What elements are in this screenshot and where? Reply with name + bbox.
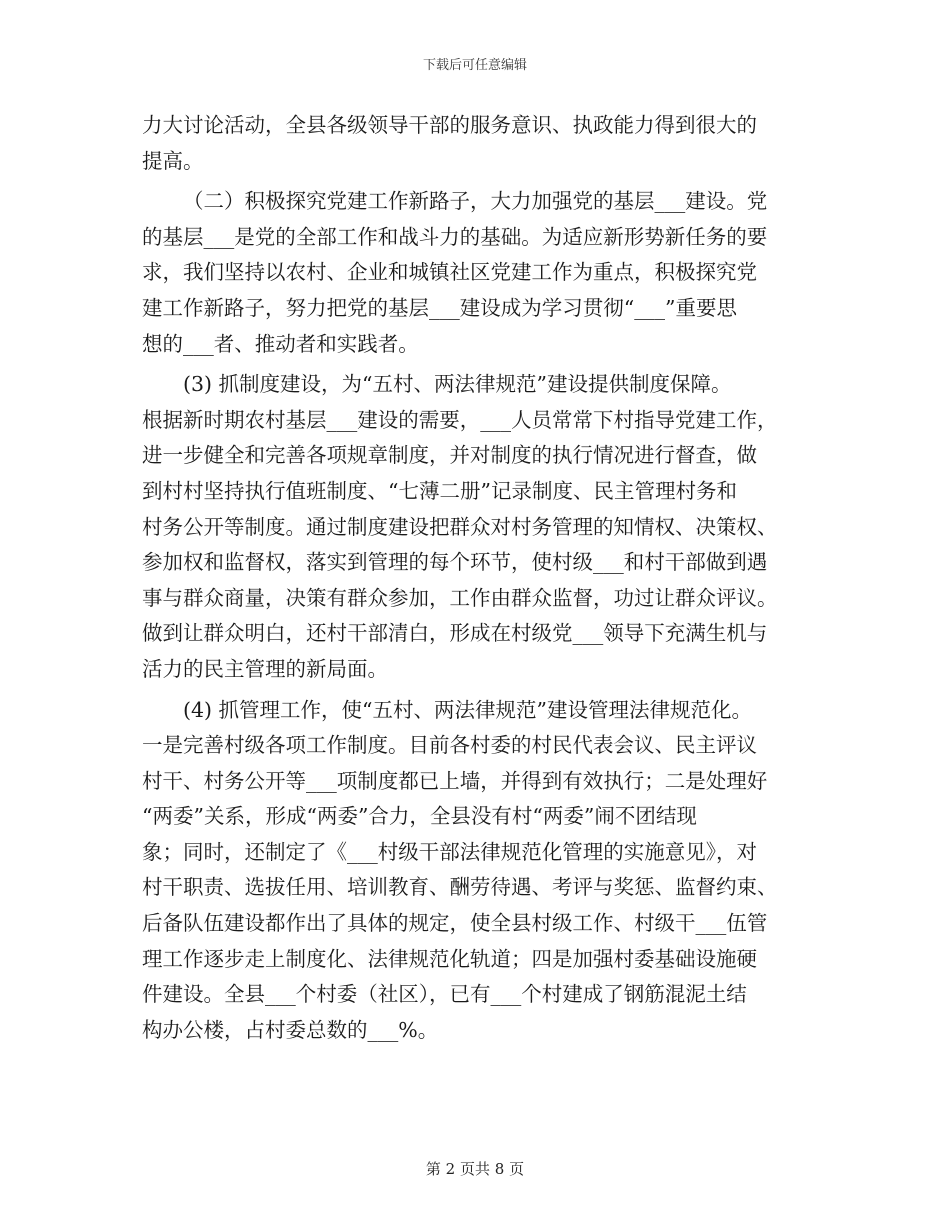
text-line: 求，我们坚持以农村、企业和城镇社区党建工作为重点，积极探究党 xyxy=(142,260,757,285)
page-header: 下载后可任意编辑 xyxy=(422,58,527,73)
text-line: 到村村坚持执行值班制度、“七薄二册”记录制度、民主管理村务和 xyxy=(142,478,737,503)
paragraph xyxy=(142,367,822,687)
text-line: 后备队伍建设都作出了具体的规定，使全县村级工作、村级干___伍管 xyxy=(142,911,768,936)
text-line: （二）积极探究党建工作新路子，大力加强党的基层___建设。党 xyxy=(183,189,768,214)
page-number: 第 2 页共 8 页 xyxy=(425,1160,525,1178)
text-line: 做到让群众明白，还村干部清白，形成在村级党___领导下充满生机与 xyxy=(142,621,768,646)
text-line: 构办公楼，占村委总数的___%。 xyxy=(142,1017,439,1042)
text-line: 的基层___是党的全部工作和战斗力的基础。为适应新形势新任务的要 xyxy=(142,224,768,249)
text-line: 一是完善村级各项工作制度。目前各村委的村民代表会议、民主评议 xyxy=(142,733,757,758)
text-line: (4) 抓管理工作，使“五村、两法律规范”建设管理法律规范化。 xyxy=(183,697,753,722)
text-line: 村务公开等制度。通过制度建设把群众对村务管理的知情权、决策权、 xyxy=(142,514,778,539)
text-line: 想的___者、推动者和实践者。 xyxy=(142,331,419,356)
text-line: 参加权和监督权，落实到管理的每个环节，使村级___和村干部做到遇 xyxy=(142,550,768,575)
text-line: 提高。 xyxy=(142,148,204,173)
paragraph xyxy=(142,108,822,179)
text-line: 力大讨论活动，全县各级领导干部的服务意识、执政能力得到很大的 xyxy=(142,113,757,137)
text-line: 建工作新路子，努力把党的基层___建设成为学习贯彻“___”重要思 xyxy=(142,295,737,320)
text-line: 件建设。全县___个村委（社区），已有___个村建成了钢筋混泥土结 xyxy=(142,982,747,1007)
body-text xyxy=(142,108,822,1048)
text-line: 村干、村务公开等___项制度都已上墙，并得到有效执行；二是处理好 xyxy=(142,768,768,793)
text-line: 进一步健全和完善各项规章制度，并对制度的执行情况进行督查，做 xyxy=(142,443,757,468)
text-line: 事与群众商量，决策有群众参加，工作由群众监督，功过让群众评议。 xyxy=(142,585,778,610)
text-line: “两委”关系，形成“两委”合力，全县没有村“两委”闹不团结现 xyxy=(142,804,697,829)
text-line: 村干职责、选拔任用、培训教育、酬劳待遇、考评与奖惩、监督约束、 xyxy=(142,875,778,900)
text-line: 象；同时，还制定了《___村级干部法律规范化管理的实施意见》，对 xyxy=(142,839,757,864)
text-line: 根据新时期农村基层___建设的需要，___人员常常下村指导党建工作， xyxy=(142,407,778,432)
paragraph xyxy=(142,693,822,1049)
text-line: 理工作逐步走上制度化、法律规范化轨道；四是加强村委基础设施硬 xyxy=(142,946,757,971)
text-line: 活力的民主管理的新局面。 xyxy=(142,656,388,681)
paragraph xyxy=(142,184,822,362)
text-line: (3) 抓制度建设，为“五村、两法律规范”建设提供制度保障。 xyxy=(183,372,732,397)
